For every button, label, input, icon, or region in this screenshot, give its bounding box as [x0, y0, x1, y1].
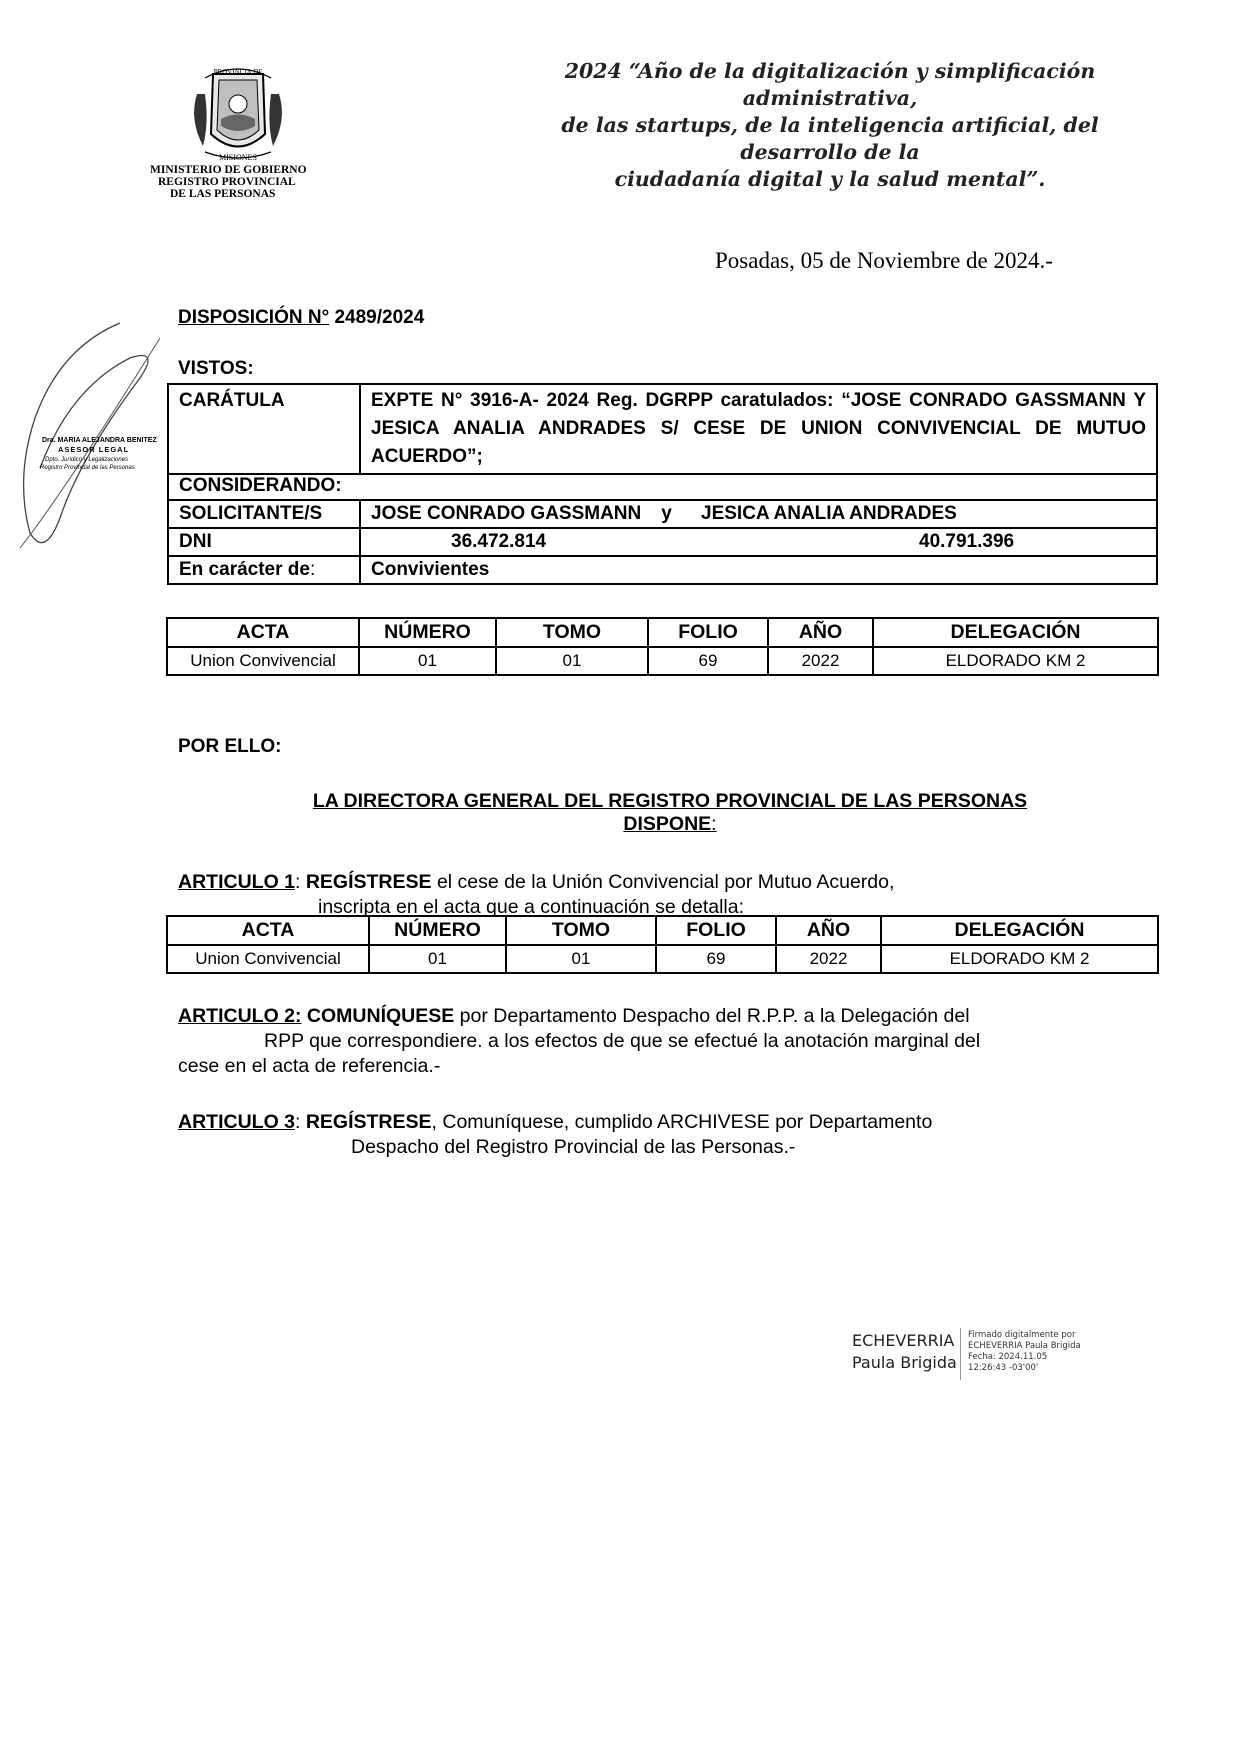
directora-line-1: LA DIRECTORA GENERAL DEL REGISTRO PROVINCIAL DE LAS PERSONAS — [312, 790, 1028, 812]
signer-name — [852, 1330, 957, 1374]
acta-header: AÑO — [768, 618, 873, 647]
articulo-2 — [178, 1004, 1158, 1079]
solicitantes-value — [360, 500, 1157, 528]
ministry-line: MINISTERIO DE GOBIERNO — [150, 164, 307, 176]
articulo-1 — [178, 870, 1158, 920]
solicitantes-label: SOLICITANTE/S — [168, 500, 360, 528]
table-row — [167, 647, 1158, 675]
articulo-2-label: ARTICULO 2: — [178, 1005, 302, 1027]
articulo-3 — [178, 1110, 1158, 1160]
acta-cell: 01 — [369, 945, 506, 973]
articulo-3-colon: : — [295, 1111, 306, 1133]
acta-cell: 01 — [506, 945, 656, 973]
articulo-2-text-3: cese en el acta de referencia.- — [178, 1055, 441, 1077]
signature-info-line: 12:26:43 -03'00' — [968, 1363, 1039, 1373]
disposicion-number: 2489/2024 — [329, 307, 425, 328]
directora-line-2: DISPONE — [623, 813, 712, 835]
assessor-signature — [0, 318, 170, 563]
digital-signature — [852, 1330, 1092, 1390]
acta-header: DELEGACIÓN — [881, 916, 1158, 945]
place-date: Posadas, 05 de Noviembre de 2024.- — [715, 248, 1053, 273]
articulo-1-verb: REGÍSTRESE — [305, 871, 432, 893]
signer-name-line-1: ECHEVERRIA — [852, 1331, 955, 1350]
por-ello-heading: POR ELLO: — [178, 736, 282, 757]
stamp-line-4: Registro Provincial de las Personas — [40, 465, 135, 471]
ministry-line: REGISTRO PROVINCIAL — [158, 176, 296, 188]
caratula-label: CARÁTULA — [168, 384, 360, 474]
motto-line: 2024 “Año de la digitalización y simplificación administrativa, — [564, 59, 1096, 110]
acta-cell: 2022 — [768, 647, 873, 675]
provincia-misiones-seal — [183, 64, 293, 164]
acta-cell: ELDORADO KM 2 — [873, 647, 1158, 675]
disposicion-title — [178, 307, 424, 329]
caratula-table — [167, 383, 1158, 475]
acta-header: FOLIO — [656, 916, 776, 945]
considerando-heading: CONSIDERANDO: — [168, 473, 1157, 500]
dni-1: 36.472.814 — [451, 531, 547, 552]
acta-cell: ELDORADO KM 2 — [881, 945, 1158, 973]
articulo-3-label: ARTICULO 3 — [178, 1111, 295, 1133]
caracter-colon: : — [309, 559, 316, 580]
caratula-text: EXPTE N° 3916-A- 2024 Reg. DGRPP caratulados: “JOSE CONRADO GASSMANN Y JESICA ANALIA ANDRADES S/ CESE DE UNION CONVIVENCIAL DE MUTUO ACUERDO”; — [360, 384, 1157, 474]
acta-cell: 69 — [656, 945, 776, 973]
directora-heading — [210, 790, 1130, 836]
articulo-3-text-2: Despacho del Registro Provincial de las Personas.- — [351, 1136, 796, 1158]
seal-text-bottom: MISIONES — [219, 153, 257, 162]
stamp-line-2: ASESOR LEGAL — [58, 445, 130, 454]
vistos-heading: VISTOS: — [178, 358, 254, 379]
acta-table-vistos — [166, 617, 1159, 676]
seal-text-top: PROVINCIA DE — [213, 68, 263, 76]
dni-2: 40.791.396 — [919, 531, 1015, 552]
acta-cell: Union Convivencial — [167, 945, 369, 973]
table-row — [167, 945, 1158, 973]
caracter-value: Convivientes — [360, 556, 1157, 584]
articulo-3-verb: REGÍSTRESE — [305, 1111, 432, 1133]
signature-info-line: Fecha: 2024.11.05 — [968, 1352, 1048, 1362]
caracter-label: En carácter de — [179, 559, 310, 580]
disposicion-label: DISPOSICIÓN N° — [178, 307, 330, 328]
articulo-1-text: el cese de la Unión Convivencial por Mutuo Acuerdo, — [431, 871, 895, 893]
acta-cell: Union Convivencial — [167, 647, 359, 675]
dni-value — [360, 528, 1157, 556]
articulo-2-text-2: RPP que correspondiere. a los efectos de que se efectué la anotación marginal del — [264, 1030, 981, 1052]
acta-header: NÚMERO — [359, 618, 496, 647]
acta-header: TOMO — [506, 916, 656, 945]
signature-info — [968, 1330, 1081, 1374]
acta-header: ACTA — [167, 916, 369, 945]
acta-header: FOLIO — [648, 618, 768, 647]
solicitante-2: JESICA ANALIA ANDRADES — [701, 503, 957, 524]
articulo-2-verb: COMUNÍQUESE — [301, 1005, 455, 1027]
caracter-label-cell — [168, 556, 360, 584]
acta-header: ACTA — [167, 618, 359, 647]
acta-header: TOMO — [496, 618, 648, 647]
acta-header: AÑO — [776, 916, 881, 945]
solicitante-conj: y — [661, 503, 672, 524]
motto-line: de las startups, de la inteligencia artificial, del desarrollo de la — [561, 113, 1099, 164]
motto-line: ciudadanía digital y la salud mental”. — [614, 167, 1046, 191]
signature-info-line: ECHEVERRIA Paula Brigida — [968, 1341, 1081, 1351]
signer-name-line-2: Paula Brigida — [852, 1353, 957, 1372]
acta-header: DELEGACIÓN — [873, 618, 1158, 647]
acta-table-articulo-1 — [166, 915, 1159, 974]
stamp-line-3: Dpto. Jurídico y Legalizaciones — [45, 457, 129, 463]
directora-colon: : — [711, 813, 717, 835]
dni-label: DNI — [168, 528, 360, 556]
signature-info-line: Firmado digitalmente por — [968, 1330, 1076, 1340]
ministry-heading — [150, 164, 330, 200]
stamp-line-1: Dra. MARIA ALEJANDRA BENITEZ — [42, 437, 157, 444]
articulo-1-label: ARTICULO 1 — [178, 871, 295, 893]
articulo-2-text: por Departamento Despacho del R.P.P. a la Delegación del — [454, 1005, 970, 1027]
articulo-1-colon: : — [295, 871, 306, 893]
acta-cell: 01 — [359, 647, 496, 675]
acta-header: NÚMERO — [369, 916, 506, 945]
ministry-line: DE LAS PERSONAS — [170, 188, 276, 200]
acta-cell: 2022 — [776, 945, 881, 973]
solicitante-1: JOSE CONRADO GASSMANN y — [371, 503, 672, 524]
year-motto — [500, 58, 1160, 193]
articulo-3-text: , Comuníquese, cumplido ARCHIVESE por Departamento — [431, 1111, 933, 1133]
articulo-1-text-2: inscripta en el acta que a continuación se detalla: — [318, 896, 745, 918]
acta-cell: 01 — [496, 647, 648, 675]
acta-cell: 69 — [648, 647, 768, 675]
signature-divider — [960, 1328, 961, 1380]
considerando-table — [167, 473, 1158, 585]
